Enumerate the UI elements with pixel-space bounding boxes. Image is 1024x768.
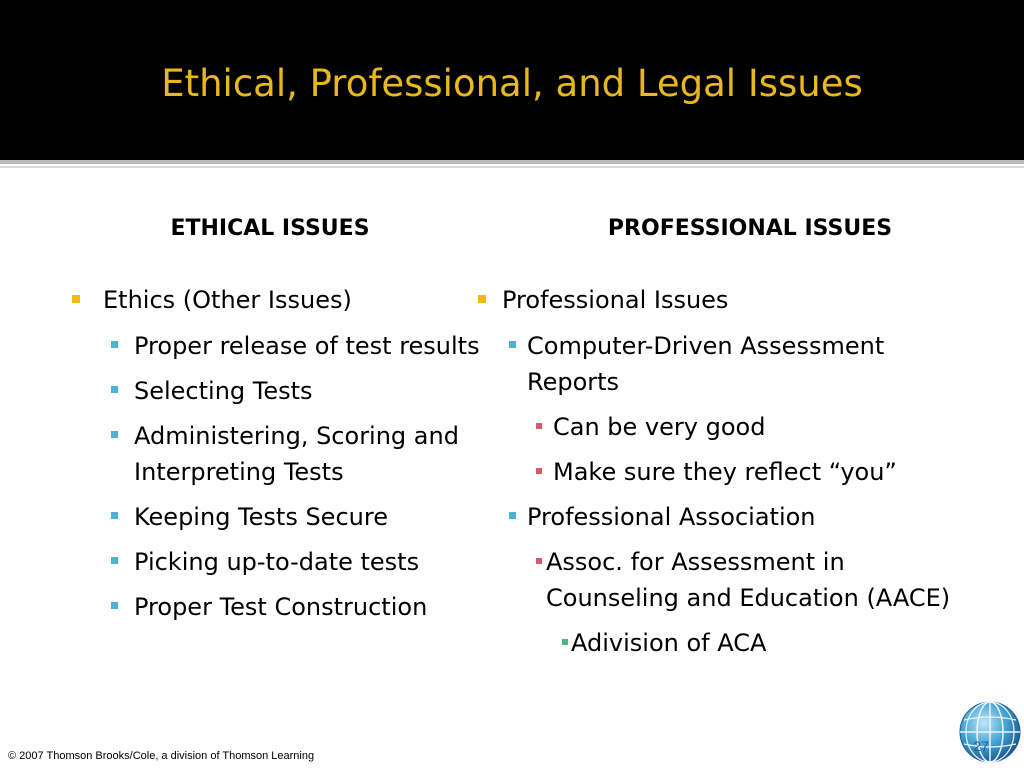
sub-bullet-item (70, 373, 500, 409)
sub-bullet-text: Keeping Tests Secure (134, 503, 388, 531)
sub-sub-bullet-item (476, 454, 976, 490)
sub-bullet-item (70, 328, 500, 364)
square-bullet-icon (478, 295, 486, 303)
level4-bullet-text: Adivision of ACA (571, 629, 767, 657)
sub-bullet-item (476, 499, 976, 535)
square-bullet-icon (111, 557, 118, 564)
copyright-footer: © 2007 Thomson Brooks/Cole, a division of Thomson Learning (8, 750, 315, 762)
square-bullet-icon (111, 341, 118, 348)
title-divider-thin (0, 166, 1024, 168)
sub-sub-bullet-text: Assoc. for Assessment in Counseling and Education (AACE) (546, 548, 951, 612)
level4-bullet-item (476, 625, 976, 661)
square-bullet-icon (509, 512, 516, 519)
sub-bullet-text: Proper release of test results (134, 332, 480, 360)
sub-sub-bullet-text: Make sure they reflect “you” (553, 458, 897, 486)
square-bullet-icon (562, 639, 568, 645)
left-column-heading: ETHICAL ISSUES (170, 216, 370, 241)
square-bullet-icon (72, 295, 80, 303)
left-column (70, 282, 500, 634)
title-divider (0, 160, 1024, 164)
bullet-item (476, 282, 976, 318)
sub-sub-bullet-item (476, 544, 976, 616)
sub-sub-bullet-text: Can be very good (553, 413, 766, 441)
sub-bullet-text: Picking up-to-date tests (134, 548, 420, 576)
square-bullet-icon (536, 468, 542, 474)
sub-bullet-item (476, 328, 976, 400)
square-bullet-icon (111, 602, 118, 609)
sub-bullet-item (70, 589, 500, 625)
page-number: 27 (973, 738, 989, 754)
square-bullet-icon (536, 423, 542, 429)
square-bullet-icon (509, 341, 516, 348)
sub-bullet-item (70, 544, 500, 580)
right-column (476, 282, 976, 661)
square-bullet-icon (111, 431, 118, 438)
sub-sub-bullet-item (476, 409, 976, 445)
sub-bullet-text: Proper Test Construction (134, 593, 428, 621)
right-column-heading: PROFESSIONAL ISSUES (607, 216, 893, 241)
bullet-text: Ethics (Other Issues) (103, 286, 352, 314)
sub-bullet-item (70, 418, 500, 490)
sub-bullet-text: Selecting Tests (134, 377, 313, 405)
slide-title: Ethical, Professional, and Legal Issues (161, 62, 863, 105)
bullet-item (70, 282, 500, 318)
sub-bullet-text: Professional Association (527, 503, 816, 531)
sub-bullet-text: Administering, Scoring and Interpreting Tests (134, 422, 459, 486)
globe-icon (958, 700, 1022, 764)
sub-bullet-item (70, 499, 500, 535)
square-bullet-icon (536, 558, 542, 564)
bullet-text: Professional Issues (502, 286, 729, 314)
square-bullet-icon (111, 512, 118, 519)
sub-bullet-text: Computer-Driven Assessment Reports (527, 332, 885, 396)
square-bullet-icon (111, 386, 118, 393)
